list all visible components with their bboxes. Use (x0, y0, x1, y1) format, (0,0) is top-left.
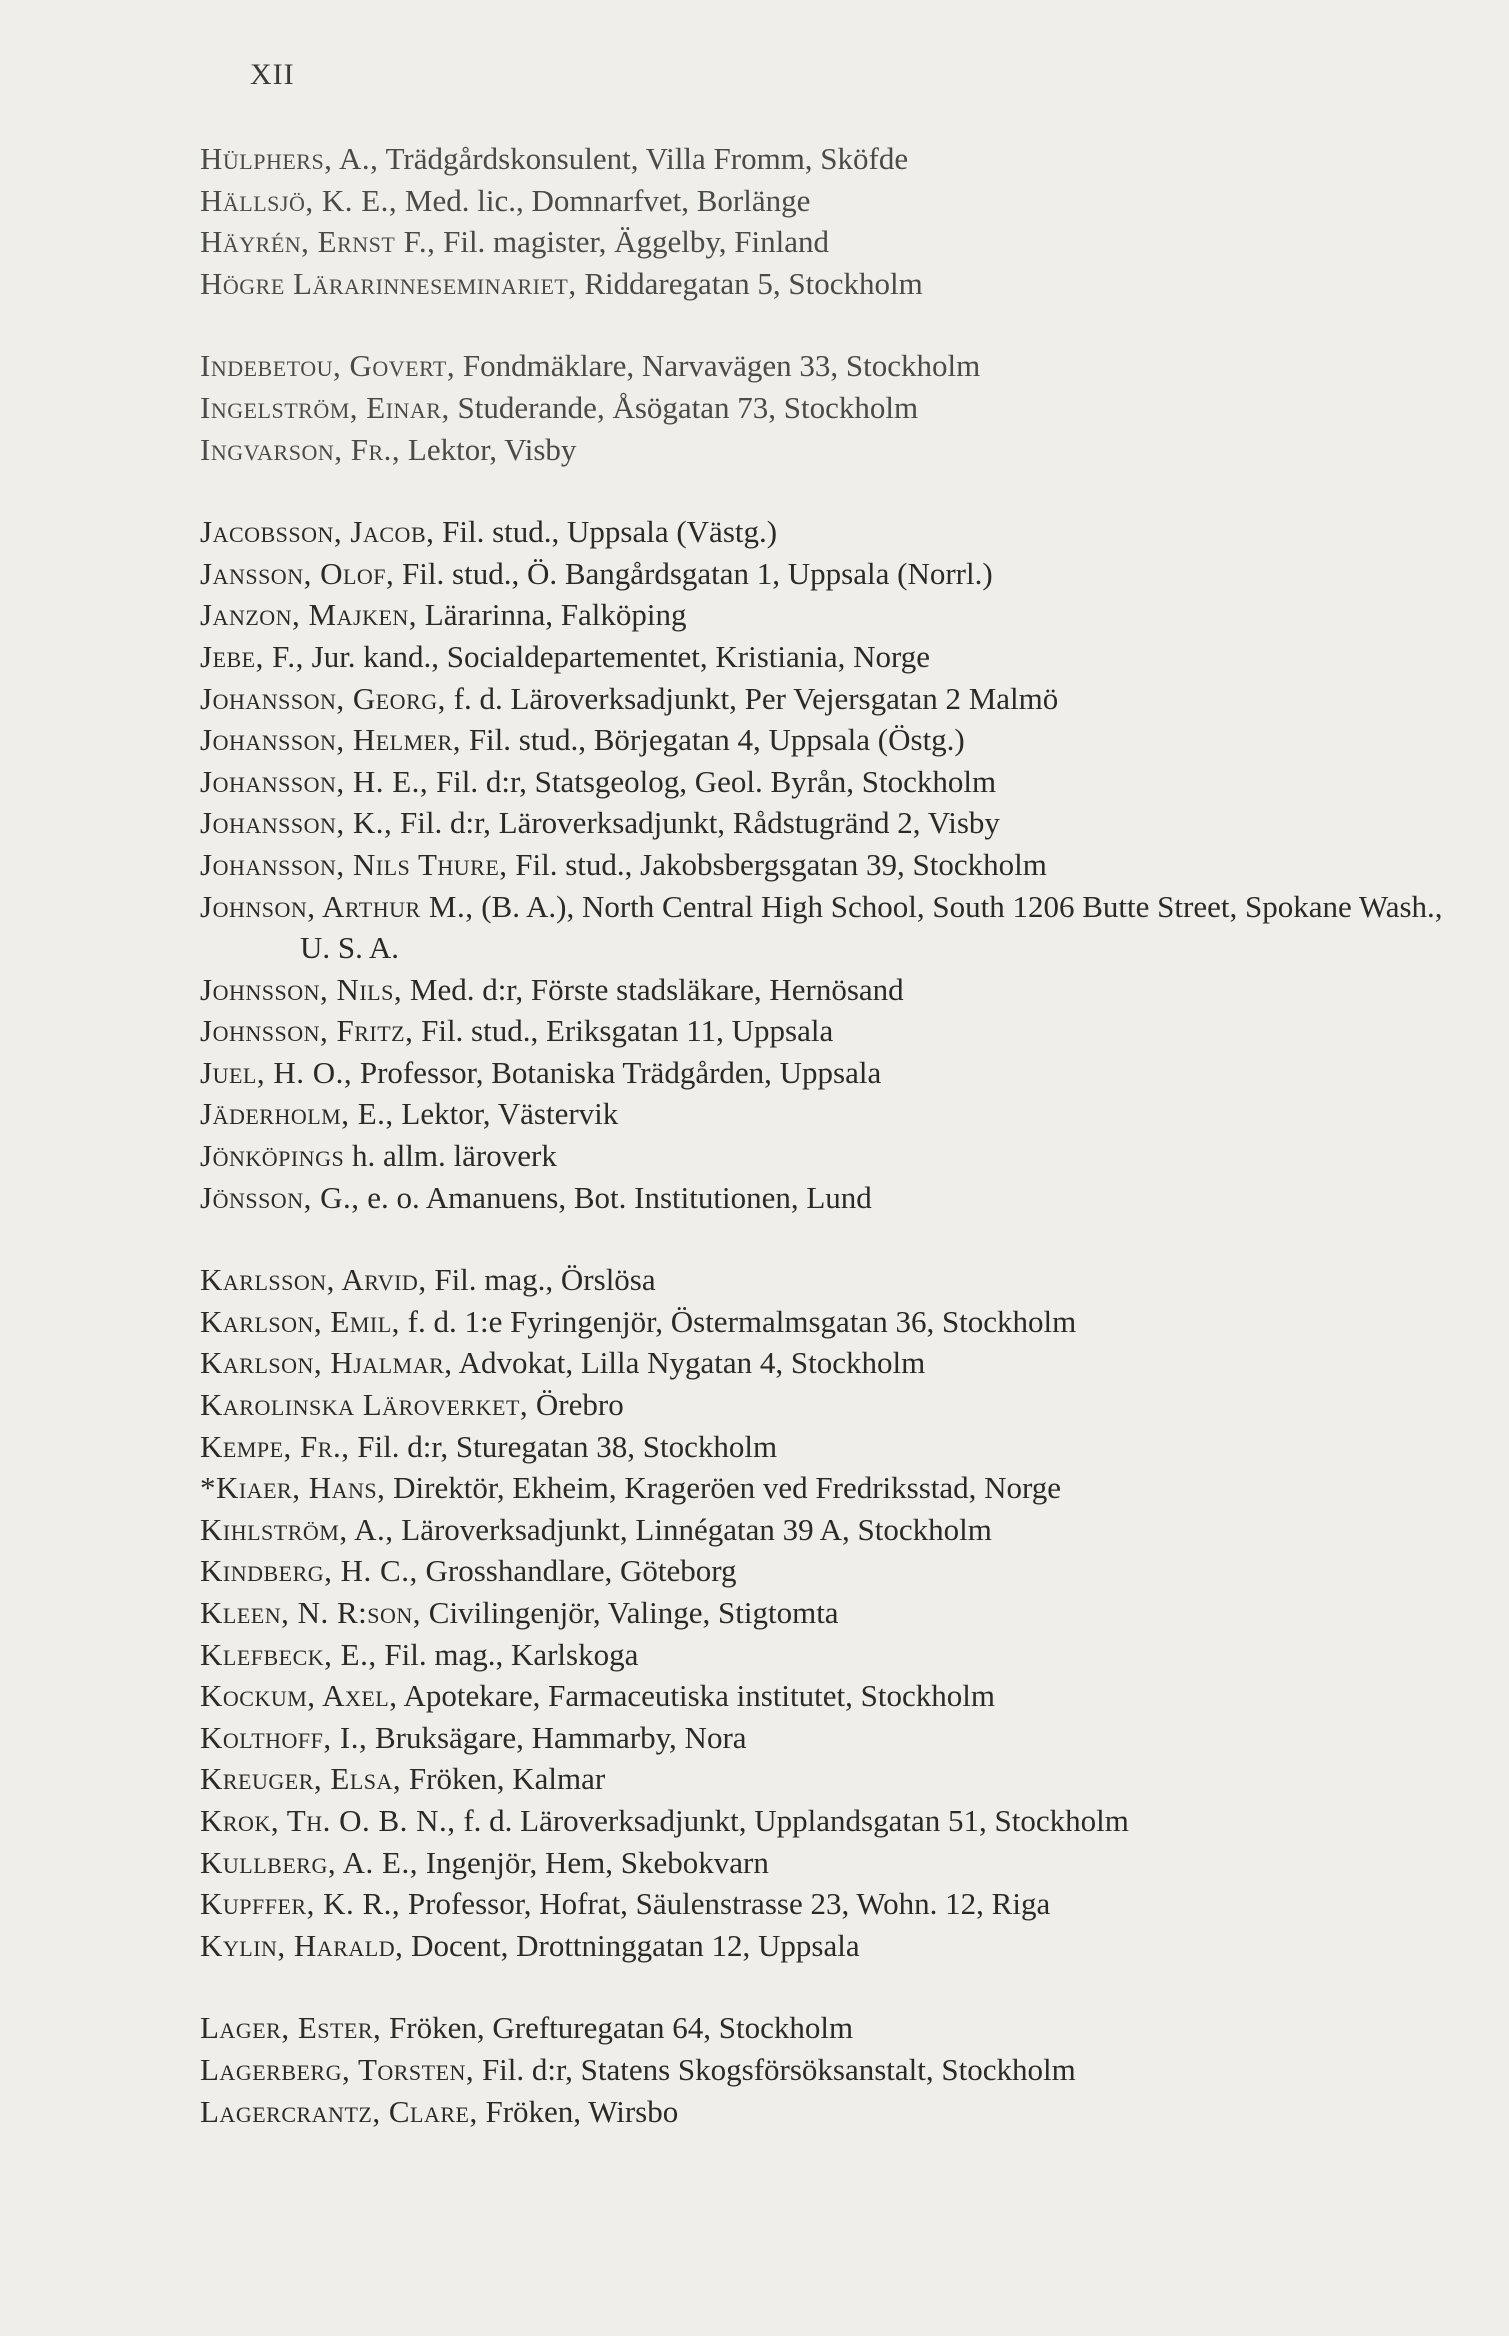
member-details: (B. A.), North Central High School, South 1206 Butte Street, Spokane Wash., U. S. A. (300, 888, 1443, 966)
member-name: Kupffer, K. R., (200, 1886, 401, 1922)
member-details: Fil. stud., Börjegatan 4, Uppsala (Östg.) (468, 722, 965, 758)
directory-entry (200, 1052, 1509, 1094)
member-name: Johnsson, Nils, (200, 971, 403, 1007)
directory-section-h (0, 138, 1509, 304)
directory-entry (200, 1384, 1509, 1426)
member-name: Ingvarson, Fr., (200, 431, 401, 467)
directory-entry (200, 1301, 1509, 1343)
directory-entry (200, 553, 1509, 595)
directory-section-k (0, 1259, 1509, 1966)
member-name: Kempe, Fr., (200, 1428, 350, 1464)
member-details: Fil. d:r, Statens Skogsförsöksanstalt, Stockholm (481, 2051, 1076, 2087)
member-name: Lagercrantz, Clare, (200, 2093, 478, 2129)
directory-entry (200, 221, 1509, 263)
member-details: Fil. d:r, Statsgeolog, Geol. Byrån, Stockholm (435, 763, 997, 799)
member-details: Riddaregatan 5, Stockholm (584, 265, 923, 301)
member-name: Kindberg, H. C., (200, 1553, 418, 1589)
directory-entry (200, 138, 1509, 180)
directory-entry (200, 1177, 1509, 1219)
member-name: Karlson, Emil, (200, 1303, 400, 1339)
member-details: f. d. Läroverksadjunkt, Per Vejersgatan 2 Malmö (453, 680, 1059, 716)
member-details: f. d. Läroverksadjunkt, Upplandsgatan 51, Stockholm (463, 1802, 1129, 1838)
member-name: Jebe, F., (200, 638, 304, 674)
directory-entry (200, 429, 1509, 471)
directory-entry (200, 1135, 1509, 1177)
member-name: Krok, Th. O. B. N., (200, 1802, 456, 1838)
member-name: Kockum, Axel, (200, 1678, 398, 1714)
member-details: Lärarinna, Falköping (424, 597, 687, 633)
member-name: Johansson, H. E., (200, 763, 429, 799)
member-name: Lager, Ester, (200, 2010, 382, 2046)
directory-entry (200, 1675, 1509, 1717)
member-details: Grosshandlare, Göteborg (425, 1553, 737, 1589)
member-name: Johnsson, Fritz, (200, 1013, 414, 1049)
member-details: Fröken, Grefturegatan 64, Stockholm (389, 2010, 854, 2046)
member-details: Direktör, Ekheim, Krageröen ved Fredriksstad, Norge (393, 1470, 1062, 1506)
directory-entry (200, 1010, 1509, 1052)
member-name: Kihlström, A., (200, 1511, 394, 1547)
member-details: Fil. d:r, Läroverksadjunkt, Rådstugränd 2, Visby (400, 805, 1000, 841)
member-name: Hülphers, A., (200, 141, 379, 176)
member-details: Fil. mag., Karlskoga (384, 1636, 639, 1672)
member-details: Med. d:r, Förste stadsläkare, Hernösand (409, 971, 904, 1007)
member-name: Kylin, Harald, (200, 1927, 404, 1963)
directory-entry (200, 1883, 1509, 1925)
member-details: h. allm. läroverk (351, 1138, 557, 1174)
member-details: Professor, Botaniska Trädgården, Uppsala (359, 1054, 882, 1090)
member-name: Johansson, Helmer, (200, 722, 462, 758)
directory-entry (200, 2049, 1509, 2091)
member-name: Karlsson, Arvid, (200, 1262, 427, 1298)
member-details: e. o. Amanuens, Bot. Institutionen, Lund (367, 1179, 872, 1215)
member-name: Johnson, Arthur M., (200, 888, 474, 924)
directory-entry (200, 1800, 1509, 1842)
directory-entry (200, 1509, 1509, 1551)
directory-entry (200, 1467, 1509, 1509)
directory-entry (200, 1758, 1509, 1800)
member-name: Johansson, K., (200, 805, 393, 841)
member-name: Indebetou, Govert, (200, 348, 456, 384)
member-directory (0, 138, 1509, 2132)
member-name: Karlson, Hjalmar, (200, 1345, 453, 1381)
member-details: Civilingenjör, Valinge, Stigtomta (428, 1595, 839, 1630)
member-details: Fil. stud., Uppsala (Västg.) (442, 514, 778, 550)
directory-section-l (0, 2007, 1509, 2132)
member-name: Juel, H. O., (200, 1054, 353, 1090)
page-number: XII (250, 58, 295, 91)
member-name: Jäderholm, E., (200, 1096, 394, 1132)
directory-entry (200, 1093, 1509, 1135)
member-details: Fil. d:r, Sturegatan 38, Stockholm (357, 1428, 778, 1464)
member-details: Trädgårdskonsulent, Villa Fromm, Sköfde (385, 141, 909, 176)
member-name: Janzon, Majken, (200, 597, 418, 633)
directory-entry (200, 1842, 1509, 1884)
directory-entry (200, 719, 1509, 761)
directory-entry (200, 1925, 1509, 1967)
member-details: Lektor, Västervik (401, 1096, 619, 1132)
member-name: Kleen, N. R:son, (200, 1595, 422, 1630)
member-name: Hällsjö, K. E., (200, 182, 398, 218)
member-name: Lagerberg, Torsten, (200, 2051, 475, 2087)
member-details: Apotekare, Farmaceutiska institutet, Stockholm (403, 1678, 995, 1714)
directory-entry (200, 345, 1509, 387)
directory-entry (200, 886, 1509, 969)
member-name: Klefbeck, E., (200, 1636, 377, 1672)
member-name: Jansson, Olof, (200, 555, 395, 591)
directory-section-i (0, 345, 1509, 470)
member-details: Studerande, Åsögatan 73, Stockholm (457, 389, 919, 425)
member-details: Fil. stud., Eriksgatan 11, Uppsala (421, 1013, 834, 1049)
member-name: Häyrén, Ernst F., (200, 224, 436, 260)
member-details: Fil. magister, Äggelby, Finland (443, 224, 830, 260)
member-details: Fondmäklare, Narvavägen 33, Stockholm (462, 348, 981, 384)
directory-entry (200, 761, 1509, 803)
member-details: Professor, Hofrat, Säulenstrasse 23, Wohn. 12, Riga (407, 1886, 1051, 1922)
directory-entry (200, 511, 1509, 553)
directory-entry (200, 636, 1509, 678)
member-details: Jur. kand., Socialdepartementet, Kristiania, Norge (311, 638, 931, 674)
directory-entry (200, 1717, 1509, 1759)
member-details: Fil. stud., Ö. Bangårdsgatan 1, Uppsala (Norrl.) (402, 555, 993, 591)
member-details: Fröken, Wirsbo (485, 2093, 679, 2129)
member-name: Ingelström, Einar, (200, 389, 450, 425)
member-name: Jönsson, G., (200, 1179, 360, 1215)
member-name: Kreuger, Elsa, (200, 1761, 402, 1797)
directory-entry (200, 2007, 1509, 2049)
directory-entry (200, 1259, 1509, 1301)
member-details: Fil. stud., Jakobsbergsgatan 39, Stockholm (515, 846, 1047, 882)
member-name: *Kiaer, Hans, (200, 1470, 386, 1506)
member-details: Docent, Drottninggatan 12, Uppsala (411, 1927, 860, 1963)
member-name: Karolinska Läroverket, (200, 1387, 529, 1423)
member-name: Johansson, Georg, (200, 680, 446, 716)
directory-entry (200, 678, 1509, 720)
member-name: Johansson, Nils Thure, (200, 846, 508, 882)
member-details: Örebro (535, 1387, 624, 1423)
directory-entry (200, 594, 1509, 636)
directory-entry (200, 1592, 1509, 1634)
directory-entry (200, 1342, 1509, 1384)
directory-entry (200, 802, 1509, 844)
directory-entry (200, 2091, 1509, 2133)
member-name: Kolthoff, I., (200, 1719, 368, 1755)
member-details: Bruksägare, Hammarby, Nora (374, 1719, 747, 1755)
member-details: Fil. mag., Örslösa (434, 1262, 656, 1298)
member-name: Jacobsson, Jacob, (200, 514, 435, 550)
member-name: Jönköpings (200, 1138, 345, 1174)
member-name: Kullberg, A. E., (200, 1844, 418, 1880)
directory-entry (200, 263, 1509, 305)
directory-entry (200, 844, 1509, 886)
directory-entry (200, 180, 1509, 222)
member-name: Högre Lärarinneseminariet, (200, 265, 577, 301)
directory-section-j (0, 511, 1509, 1218)
member-details: Lektor, Visby (407, 431, 577, 467)
directory-entry (200, 969, 1509, 1011)
directory-entry (200, 1550, 1509, 1592)
member-details: Med. lic., Domnarfvet, Borlänge (404, 182, 811, 218)
directory-entry (200, 1634, 1509, 1676)
directory-entry (200, 387, 1509, 429)
member-details: Läroverksadjunkt, Linnégatan 39 A, Stockholm (401, 1511, 992, 1547)
member-details: Ingenjör, Hem, Skebokvarn (425, 1844, 769, 1880)
directory-entry (200, 1426, 1509, 1468)
member-details: Advokat, Lilla Nygatan 4, Stockholm (458, 1345, 926, 1381)
member-details: f. d. 1:e Fyringenjör, Östermalmsgatan 36, Stockholm (407, 1303, 1077, 1339)
member-details: Fröken, Kalmar (408, 1761, 606, 1797)
